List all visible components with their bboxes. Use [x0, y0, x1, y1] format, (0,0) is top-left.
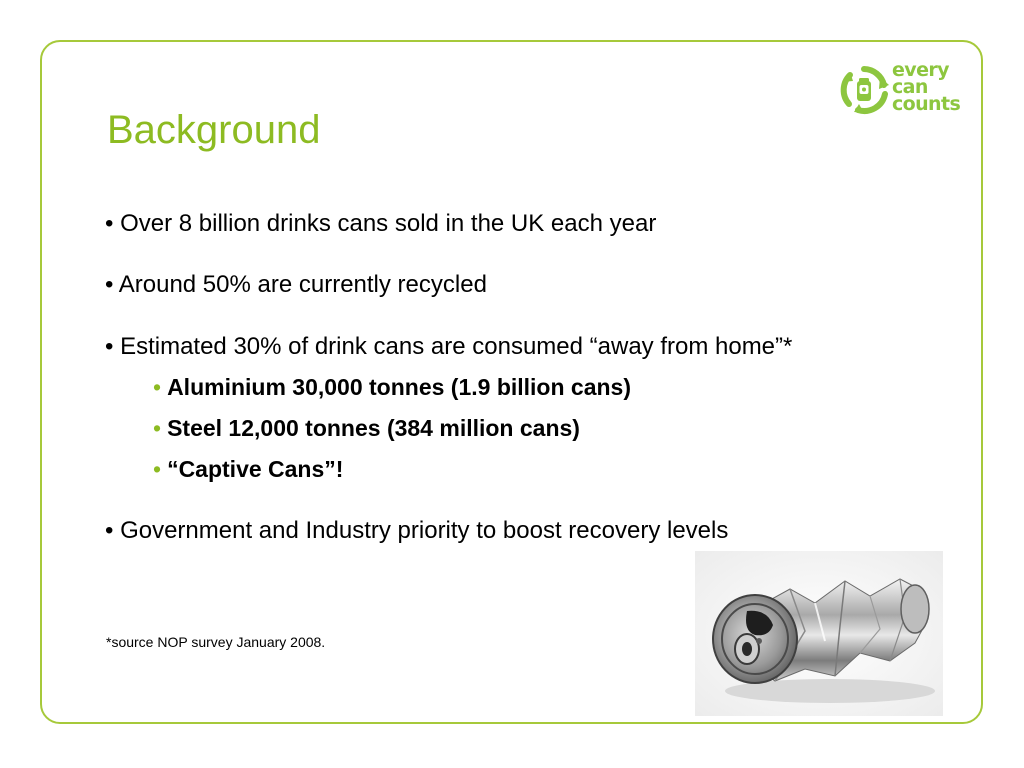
- bullet-away-from-home: • Estimated 30% of drink cans are consumed “away from home”*: [105, 333, 793, 360]
- sub-bullet-text: Aluminium 30,000 tonnes (1.9 billion cans): [167, 374, 632, 400]
- sub-bullet-text: Steel 12,000 tonnes (384 million cans): [167, 415, 580, 441]
- sub-bullet-marker: •: [153, 374, 162, 400]
- sub-bullet-aluminium: [153, 373, 631, 401]
- crushed-can-photo: [695, 551, 943, 716]
- recycle-can-icon: [838, 64, 890, 116]
- every-can-counts-logo: [838, 60, 968, 120]
- sub-bullet-text: “Captive Cans”!: [167, 456, 344, 482]
- logo-word-can: can: [892, 76, 928, 98]
- sub-bullet-steel: [153, 414, 580, 442]
- source-footnote: *source NOP survey January 2008.: [106, 634, 326, 650]
- logo-wordmark: [892, 59, 961, 115]
- bullet-recycled: • Around 50% are currently recycled: [105, 271, 487, 298]
- slide-title: Background: [107, 108, 321, 152]
- bullet-cans-sold: • Over 8 billion drinks cans sold in the UK each year: [105, 210, 657, 237]
- sub-bullet-captive-cans: [153, 455, 343, 483]
- logo-word-every: every: [892, 59, 949, 81]
- sub-bullet-marker: •: [153, 415, 162, 441]
- bullet-government-priority: • Government and Industry priority to boost recovery levels: [105, 517, 729, 544]
- logo-word-counts: counts: [892, 93, 961, 115]
- sub-bullet-marker: •: [153, 456, 162, 482]
